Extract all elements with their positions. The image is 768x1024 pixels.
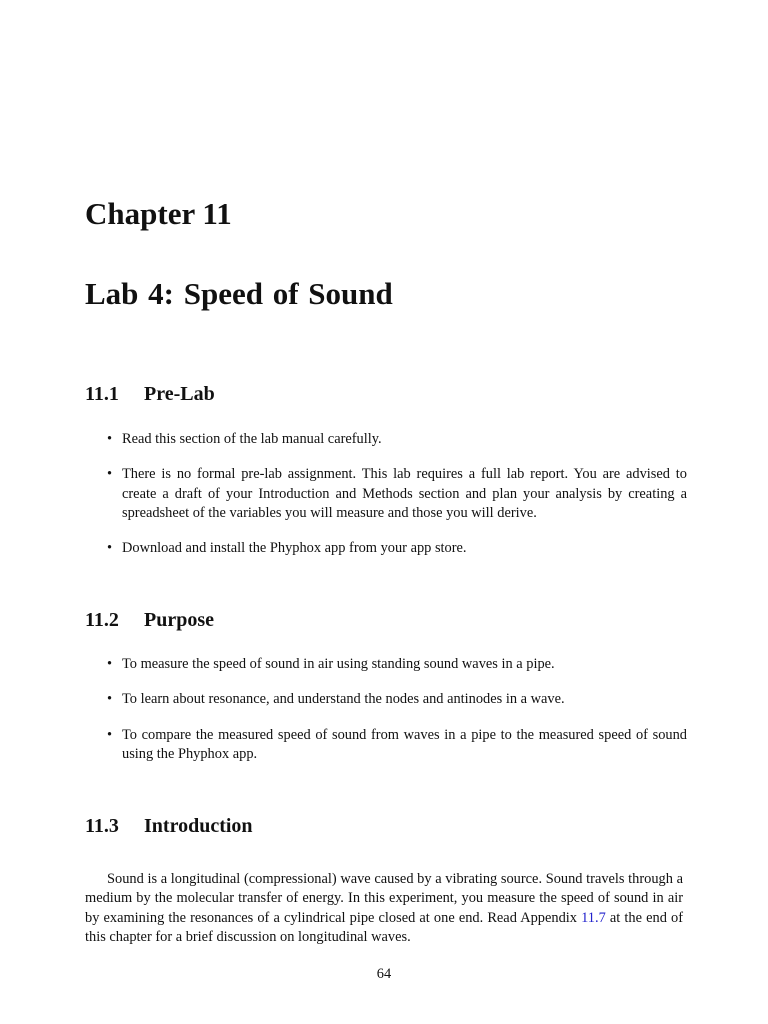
section-heading-purpose	[85, 607, 214, 633]
list-item	[107, 430, 687, 449]
section-title: Purpose	[144, 609, 214, 631]
list-item-text: To measure the speed of sound in air using standing sound waves in a pipe.	[122, 656, 555, 672]
bullet-icon: •	[107, 540, 113, 557]
paragraph-text: at the end of this chapter for a brief discussion on longitudinal waves.	[85, 909, 683, 945]
section-number: 11.2	[85, 609, 119, 631]
list-item-text: To learn about resonance, and understand the nodes and antinodes in a wave.	[122, 691, 565, 708]
bullet-icon: •	[107, 431, 113, 447]
section-heading-introduction	[85, 813, 253, 839]
section-title: Pre-Lab	[144, 383, 215, 405]
list-item	[107, 465, 687, 523]
section-number: 11.1	[85, 383, 119, 405]
bullet-icon: •	[107, 691, 113, 708]
chapter-title: Chapter 11	[85, 196, 232, 231]
section-title: Introduction	[144, 815, 253, 837]
section-heading-prelab	[85, 381, 215, 407]
prelab-bullet-list	[107, 430, 687, 558]
section-number: 11.3	[85, 815, 119, 837]
paragraph-text: Sound is a longitudinal (compressional) wave caused by a vibrating source. Sound travels through a medium by the molecular transfer of energy. In this experiment, you measure the speed of sound in air by examining the resonances of a cylindrical pipe closed at one end. Read Appendix	[85, 871, 683, 926]
list-item	[107, 690, 687, 709]
page-number: 64	[376, 966, 392, 982]
list-item	[107, 539, 687, 558]
bullet-icon: •	[107, 656, 113, 672]
appendix-reference-link[interactable]: 11.7	[581, 909, 606, 926]
purpose-bullet-list	[107, 655, 687, 764]
lab-title: Lab 4: Speed of Sound	[85, 276, 393, 311]
list-item-text: There is no formal pre-lab assignment. This lab requires a full lab report. You are advised to create a draft of your Introduction and Methods section and plan your analysis by creating a spreadsheet of the variables you will measure and those you will derive.	[122, 466, 687, 521]
list-item	[107, 655, 687, 674]
bullet-icon: •	[107, 466, 113, 483]
list-item-text: Download and install the Phyphox app from your app store.	[122, 540, 467, 557]
list-item-text: To compare the measured speed of sound from waves in a pipe to the measured speed of sound using the Phyphox app.	[122, 726, 687, 762]
list-item-text: Read this section of the lab manual carefully.	[122, 431, 382, 447]
introduction-paragraph	[85, 870, 683, 947]
bullet-icon: •	[107, 726, 113, 743]
list-item	[107, 726, 687, 765]
